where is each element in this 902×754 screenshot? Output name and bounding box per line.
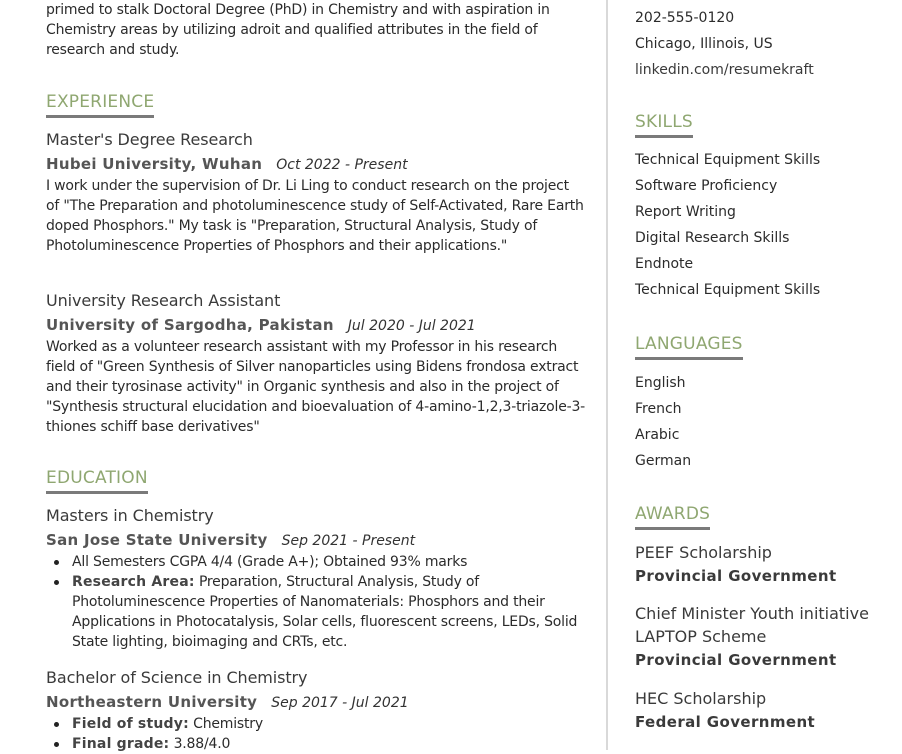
skills-list xyxy=(635,147,885,303)
skill-item: Report Writing xyxy=(635,204,736,220)
skill-item: Technical Equipment Skills xyxy=(635,282,821,298)
award-item xyxy=(635,541,885,588)
education-bullet xyxy=(72,734,586,754)
degree-title: Bachelor of Science in Chemistry xyxy=(46,668,308,687)
job-org-line xyxy=(46,314,586,337)
degree-title: Masters in Chemistry xyxy=(46,506,214,525)
job-description: I work under the supervision of Dr. Li Ling to conduct research on the project of "The Preparation and photoluminescence study of Self-Activated, Rare Earth doped Phosphors." My task is "Preparation, Structural Analysis, Study of Photoluminescence Properties of Phosphors and their applications." xyxy=(46,178,584,254)
skills-heading-wrap xyxy=(635,112,693,138)
skill-item: Technical Equipment Skills xyxy=(635,152,821,168)
awards-heading-wrap xyxy=(635,504,710,530)
contact-location: Chicago, Illinois, US xyxy=(635,36,773,52)
bullet-label: Research Area: xyxy=(72,574,195,590)
award-organization: Federal Government xyxy=(635,713,816,731)
award-item xyxy=(635,602,885,672)
languages-heading-wrap xyxy=(635,334,743,360)
education-item xyxy=(46,667,586,754)
bullet-text: Preparation, Structural Analysis, Study of Photoluminescence Properties of Nanomaterials: Phosphors and their Applications in Photocatalysis, Solar cells, fluorescent screens, LEDs, Solid State lighting, bioimaging and CRTs, etc. xyxy=(72,574,578,650)
school-line xyxy=(46,691,586,714)
job-org-line xyxy=(46,153,586,176)
award-organization: Provincial Government xyxy=(635,651,837,669)
award-name: PEEF Scholarship xyxy=(635,543,772,562)
bullet-text: Chemistry xyxy=(188,716,263,732)
award-name: Chief Minister Youth initiative LAPTOP Scheme xyxy=(635,604,869,646)
contact-linkedin[interactable]: linkedin.com/resumekraft xyxy=(635,62,814,78)
education-heading: EDUCATION xyxy=(46,468,148,494)
language-item: Arabic xyxy=(635,427,680,443)
awards-heading: AWARDS xyxy=(635,504,710,530)
column-divider xyxy=(606,0,608,750)
summary-line: primed to stalk Doctoral Degree (PhD) in Chemistry and with aspiration in xyxy=(46,2,550,18)
contact-block xyxy=(635,5,814,83)
languages-list xyxy=(635,370,885,474)
job-title: University Research Assistant xyxy=(46,291,281,310)
education-bullet xyxy=(72,572,586,652)
education-bullet xyxy=(72,714,586,734)
languages-heading: LANGUAGES xyxy=(635,334,743,360)
language-item: German xyxy=(635,453,692,469)
bullet-label: Field of study: xyxy=(72,716,189,732)
bullet-label: Final grade: xyxy=(72,736,170,752)
job-title: Master's Degree Research xyxy=(46,130,253,149)
summary-line: Chemistry areas by utilizing adroit and qualified attributes in the field of xyxy=(46,22,538,38)
summary xyxy=(46,0,586,60)
job-organization: Hubei University, Wuhan xyxy=(46,155,263,173)
skill-item: Endnote xyxy=(635,256,694,272)
language-item: French xyxy=(635,401,682,417)
skill-item: Digital Research Skills xyxy=(635,230,790,246)
summary-line: research and study. xyxy=(46,42,180,58)
experience-heading: EXPERIENCE xyxy=(46,92,154,118)
bullet-text: 3.88/4.0 xyxy=(169,736,231,752)
education-bullets xyxy=(46,714,586,754)
award-organization: Provincial Government xyxy=(635,567,837,585)
bullet-text: All Semesters CGPA 4/4 (Grade A+); Obtained 93% marks xyxy=(72,554,468,570)
school-line xyxy=(46,529,586,552)
award-name: HEC Scholarship xyxy=(635,689,767,708)
job-organization: University of Sargodha, Pakistan xyxy=(46,316,334,334)
education-dates: Sep 2017 - Jul 2021 xyxy=(271,695,409,711)
school-name: San Jose State University xyxy=(46,531,268,549)
job-dates: Oct 2022 - Present xyxy=(276,157,408,173)
job-description: Worked as a volunteer research assistant with my Professor in his research field of "Green Synthesis of Silver nanoparticles using Bidens frondosa extract and their tyrosinase activity" in Organic synthesis and also in the project of "Synthesis structural elucidation and bioevaluation of 4-amino-1,2,3-triazole-3-thiones schiff base derivatives" xyxy=(46,339,586,435)
language-item: English xyxy=(635,375,686,391)
contact-phone: 202-555-0120 xyxy=(635,10,735,26)
award-item xyxy=(635,687,885,734)
experience-item xyxy=(46,129,586,256)
education-dates: Sep 2021 - Present xyxy=(281,533,416,549)
experience-heading-wrap xyxy=(46,92,154,118)
job-dates: Jul 2020 - Jul 2021 xyxy=(347,318,476,334)
education-bullet xyxy=(72,552,586,572)
education-heading-wrap xyxy=(46,468,148,494)
skills-heading: SKILLS xyxy=(635,112,693,138)
education-item xyxy=(46,505,586,652)
skill-item: Software Proficiency xyxy=(635,178,778,194)
school-name: Northeastern University xyxy=(46,693,258,711)
experience-item xyxy=(46,290,586,437)
education-bullets xyxy=(46,552,586,652)
